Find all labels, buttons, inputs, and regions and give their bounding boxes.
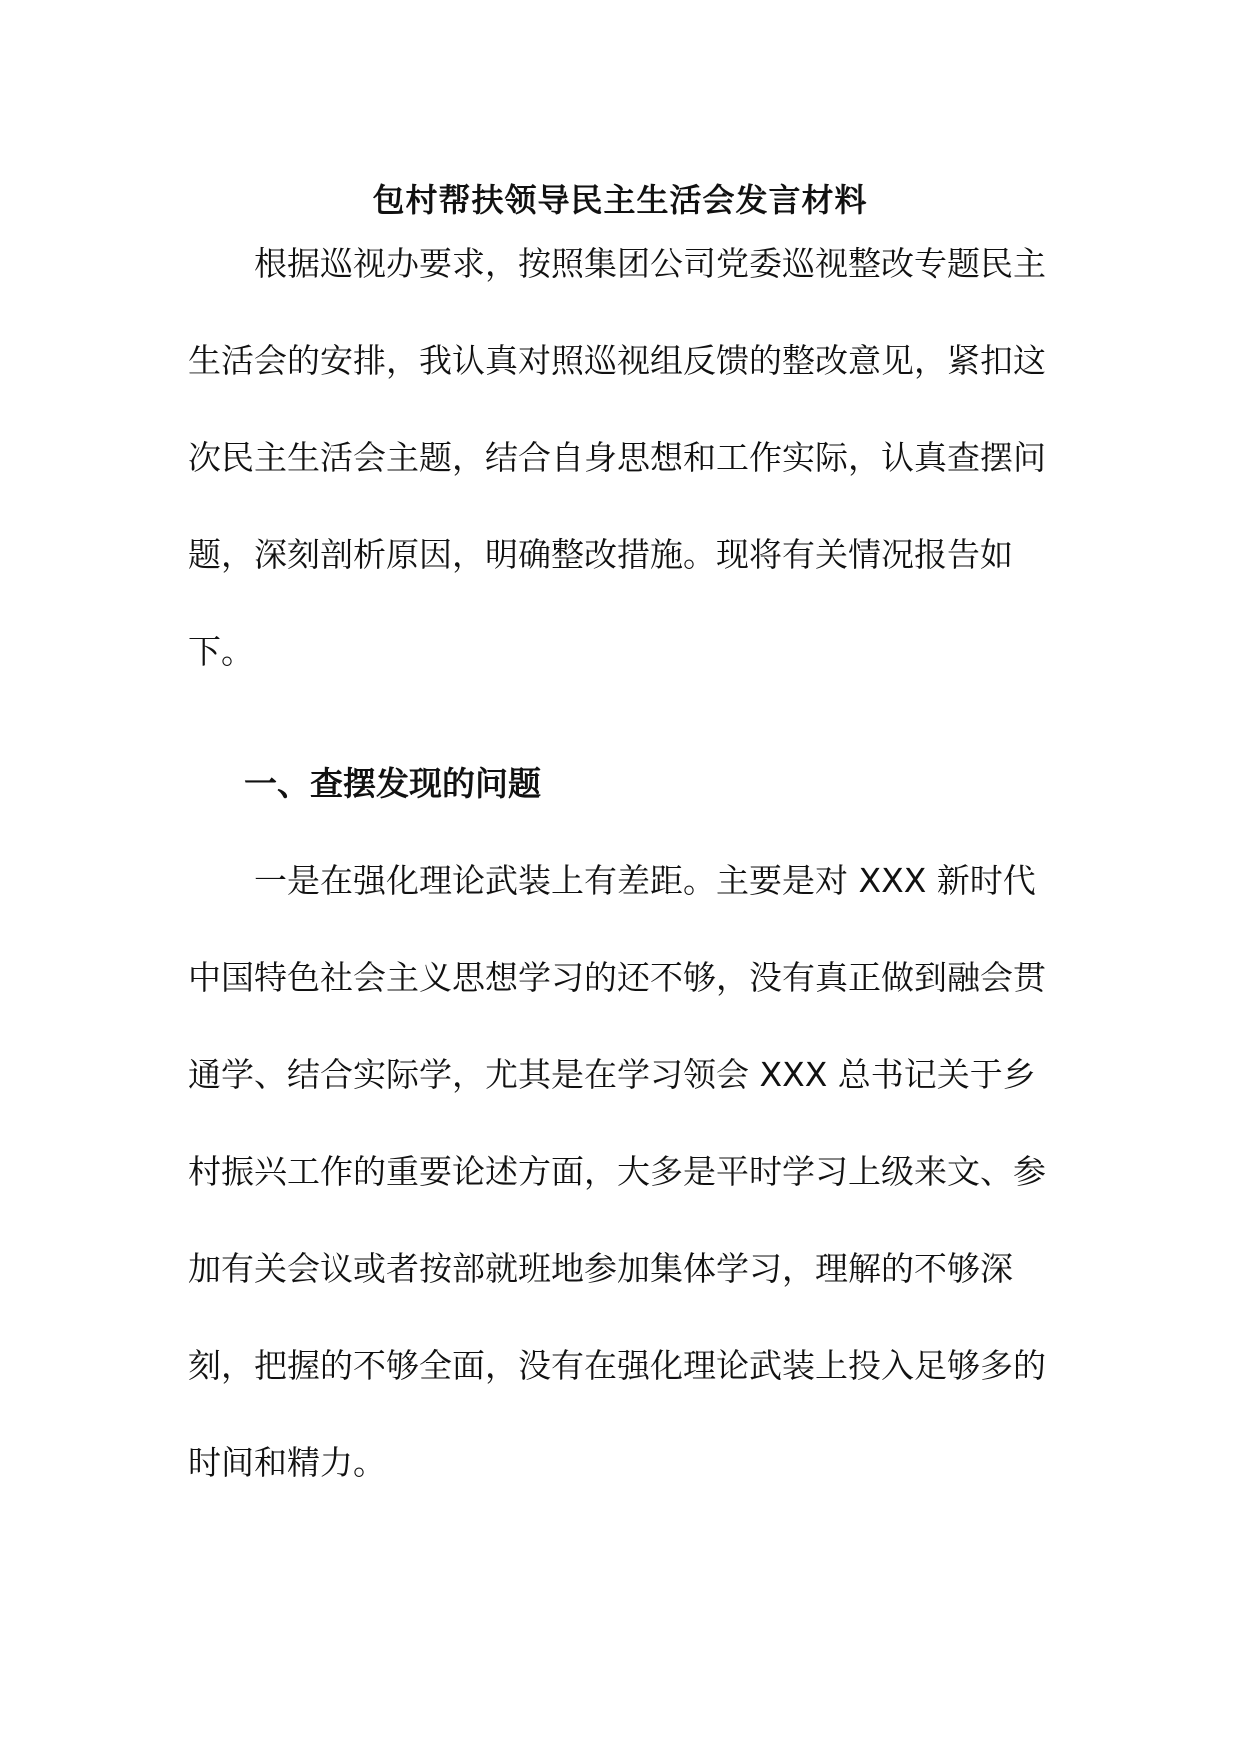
document-title: 包村帮扶领导民主生活会发言材料 bbox=[372, 181, 868, 219]
section-paragraph-theory: 一是在强化理论武装上有差距。主要是对 XXX 新时代中国特色社会主义思想学习的还不够，没有真正做到融会贯通学、结合实际学，尤其是在学习领会 XXX 总书记关于乡村振兴工作的重要论述方面，大多是平时学习上级来文、参加有关会议或者按部就班地参加集体学习，理解的不够深刻，把握的不够全面，没有在强化理论武装上投入足够多的时间和精力。 bbox=[188, 861, 1046, 1482]
intro-paragraph: 根据巡视办要求，按照集团公司党委巡视整改专题民主生活会的安排，我认真对照巡视组反馈的整改意见，紧扣这次民主生活会主题，结合自身思想和工作实际，认真查摆问题，深刻剖析原因，明确整改措施。现将有关情况报告如下。 bbox=[188, 244, 1046, 671]
section-heading-problems: 一、查摆发现的问题 bbox=[244, 764, 541, 803]
